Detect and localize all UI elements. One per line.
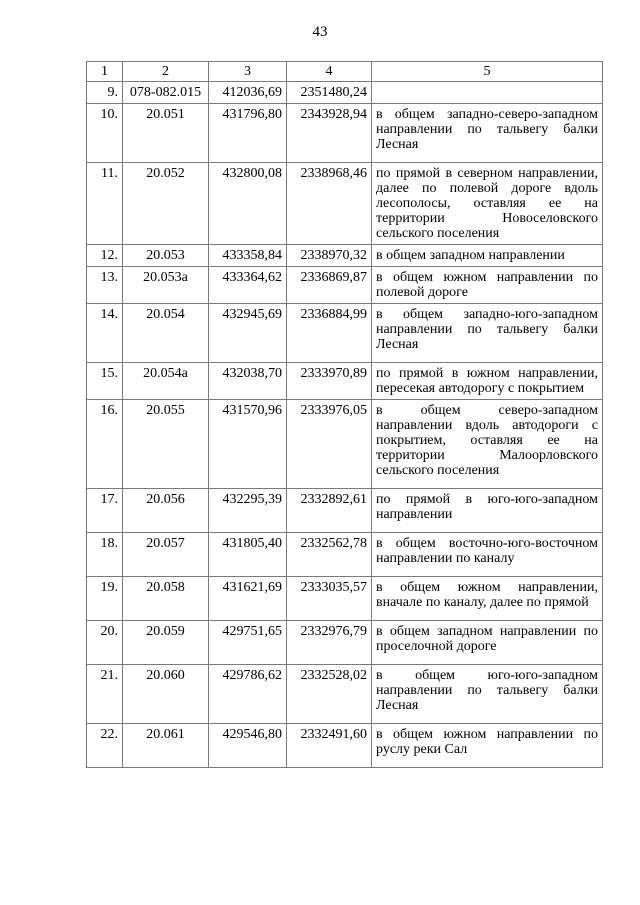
- coord-y: 2338970,32: [287, 245, 372, 267]
- boundary-description: в общем западном направлении по проселочной дороге: [372, 621, 603, 665]
- coord-y: 2333035,57: [287, 577, 372, 621]
- coord-y: 2333976,05: [287, 400, 372, 489]
- point-id: 20.058: [123, 577, 209, 621]
- point-id: 20.054а: [123, 363, 209, 400]
- boundary-description: в общем западном направлении: [372, 245, 603, 267]
- boundary-description: по прямой в южном направлении, пересекая автодорогу с покрытием: [372, 363, 603, 400]
- coord-x: 432295,39: [209, 489, 287, 533]
- point-id: 20.053а: [123, 267, 209, 304]
- coord-y: 2336884,99: [287, 304, 372, 363]
- table-row: [87, 577, 603, 621]
- coord-y: 2336869,87: [287, 267, 372, 304]
- boundary-description: в общем южном направлении по полевой дороге: [372, 267, 603, 304]
- point-id: 20.055: [123, 400, 209, 489]
- table-row: [87, 621, 603, 665]
- coord-x: 431621,69: [209, 577, 287, 621]
- boundary-points-table: [86, 61, 603, 768]
- coord-x: 433358,84: [209, 245, 287, 267]
- row-number: 9.: [87, 82, 123, 104]
- point-id: 20.054: [123, 304, 209, 363]
- row-number: 16.: [87, 400, 123, 489]
- page-number: 43: [312, 24, 328, 40]
- table-row: [87, 245, 603, 267]
- table-row: [87, 533, 603, 577]
- boundary-description: в общем северо-западном направлении вдоль автодороги с покрытием, оставляя ее на территории Малоорловского сельского поселения: [372, 400, 603, 489]
- boundary-description: по прямой в северном направлении, далее по полевой дороге вдоль лесополосы, оставляя ее на территории Новоселовского сельского поселения: [372, 163, 603, 245]
- row-number: 10.: [87, 104, 123, 163]
- boundary-description: в общем западно-северо-западном направлении по тальвегу балки Лесная: [372, 104, 603, 163]
- boundary-description: в общем южном направлении по руслу реки Сал: [372, 724, 603, 768]
- row-number: 14.: [87, 304, 123, 363]
- table-row: [87, 665, 603, 724]
- boundary-description: в общем юго-юго-западном направлении по тальвегу балки Лесная: [372, 665, 603, 724]
- table-row: [87, 104, 603, 163]
- point-id: 20.056: [123, 489, 209, 533]
- row-number: 19.: [87, 577, 123, 621]
- point-id: 20.060: [123, 665, 209, 724]
- row-number: 12.: [87, 245, 123, 267]
- row-number: 13.: [87, 267, 123, 304]
- coord-y: 2333970,89: [287, 363, 372, 400]
- table-row: [87, 400, 603, 489]
- row-number: 11.: [87, 163, 123, 245]
- row-number: 22.: [87, 724, 123, 768]
- row-number: 18.: [87, 533, 123, 577]
- table-row: [87, 724, 603, 768]
- header-col-3: 3: [209, 62, 287, 82]
- coord-y: 2332562,78: [287, 533, 372, 577]
- coord-x: 432945,69: [209, 304, 287, 363]
- coord-y: 2332976,79: [287, 621, 372, 665]
- table-row: [87, 304, 603, 363]
- coord-x: 432800,08: [209, 163, 287, 245]
- table-header-row: [87, 62, 603, 82]
- coord-x: 429546,80: [209, 724, 287, 768]
- coord-x: 431796,80: [209, 104, 287, 163]
- coord-y: 2338968,46: [287, 163, 372, 245]
- boundary-description: в общем восточно-юго-восточном направлении по каналу: [372, 533, 603, 577]
- boundary-description: [372, 82, 603, 104]
- boundary-description: по прямой в юго-юго-западном направлении: [372, 489, 603, 533]
- header-col-5: 5: [372, 62, 603, 82]
- boundary-description: в общем западно-юго-западном направлении по тальвегу балки Лесная: [372, 304, 603, 363]
- coord-x: 431570,96: [209, 400, 287, 489]
- header-col-1: 1: [87, 62, 123, 82]
- point-id: 20.061: [123, 724, 209, 768]
- row-number: 21.: [87, 665, 123, 724]
- coord-y: 2332491,60: [287, 724, 372, 768]
- row-number: 15.: [87, 363, 123, 400]
- coord-x: 412036,69: [209, 82, 287, 104]
- table-row: [87, 489, 603, 533]
- coord-x: 429786,62: [209, 665, 287, 724]
- coord-y: 2351480,24: [287, 82, 372, 104]
- table-row: [87, 82, 603, 104]
- coord-y: 2332528,02: [287, 665, 372, 724]
- coord-x: 431805,40: [209, 533, 287, 577]
- coord-y: 2332892,61: [287, 489, 372, 533]
- point-id: 20.057: [123, 533, 209, 577]
- table-row: [87, 267, 603, 304]
- row-number: 20.: [87, 621, 123, 665]
- boundary-description: в общем южном направлении, вначале по каналу, далее по прямой: [372, 577, 603, 621]
- header-col-4: 4: [287, 62, 372, 82]
- coord-x: 433364,62: [209, 267, 287, 304]
- point-id: 20.053: [123, 245, 209, 267]
- point-id: 20.051: [123, 104, 209, 163]
- point-id: 078-082.015: [123, 82, 209, 104]
- row-number: 17.: [87, 489, 123, 533]
- point-id: 20.052: [123, 163, 209, 245]
- point-id: 20.059: [123, 621, 209, 665]
- coord-y: 2343928,94: [287, 104, 372, 163]
- coord-x: 432038,70: [209, 363, 287, 400]
- header-col-2: 2: [123, 62, 209, 82]
- coord-x: 429751,65: [209, 621, 287, 665]
- table-row: [87, 363, 603, 400]
- table-row: [87, 163, 603, 245]
